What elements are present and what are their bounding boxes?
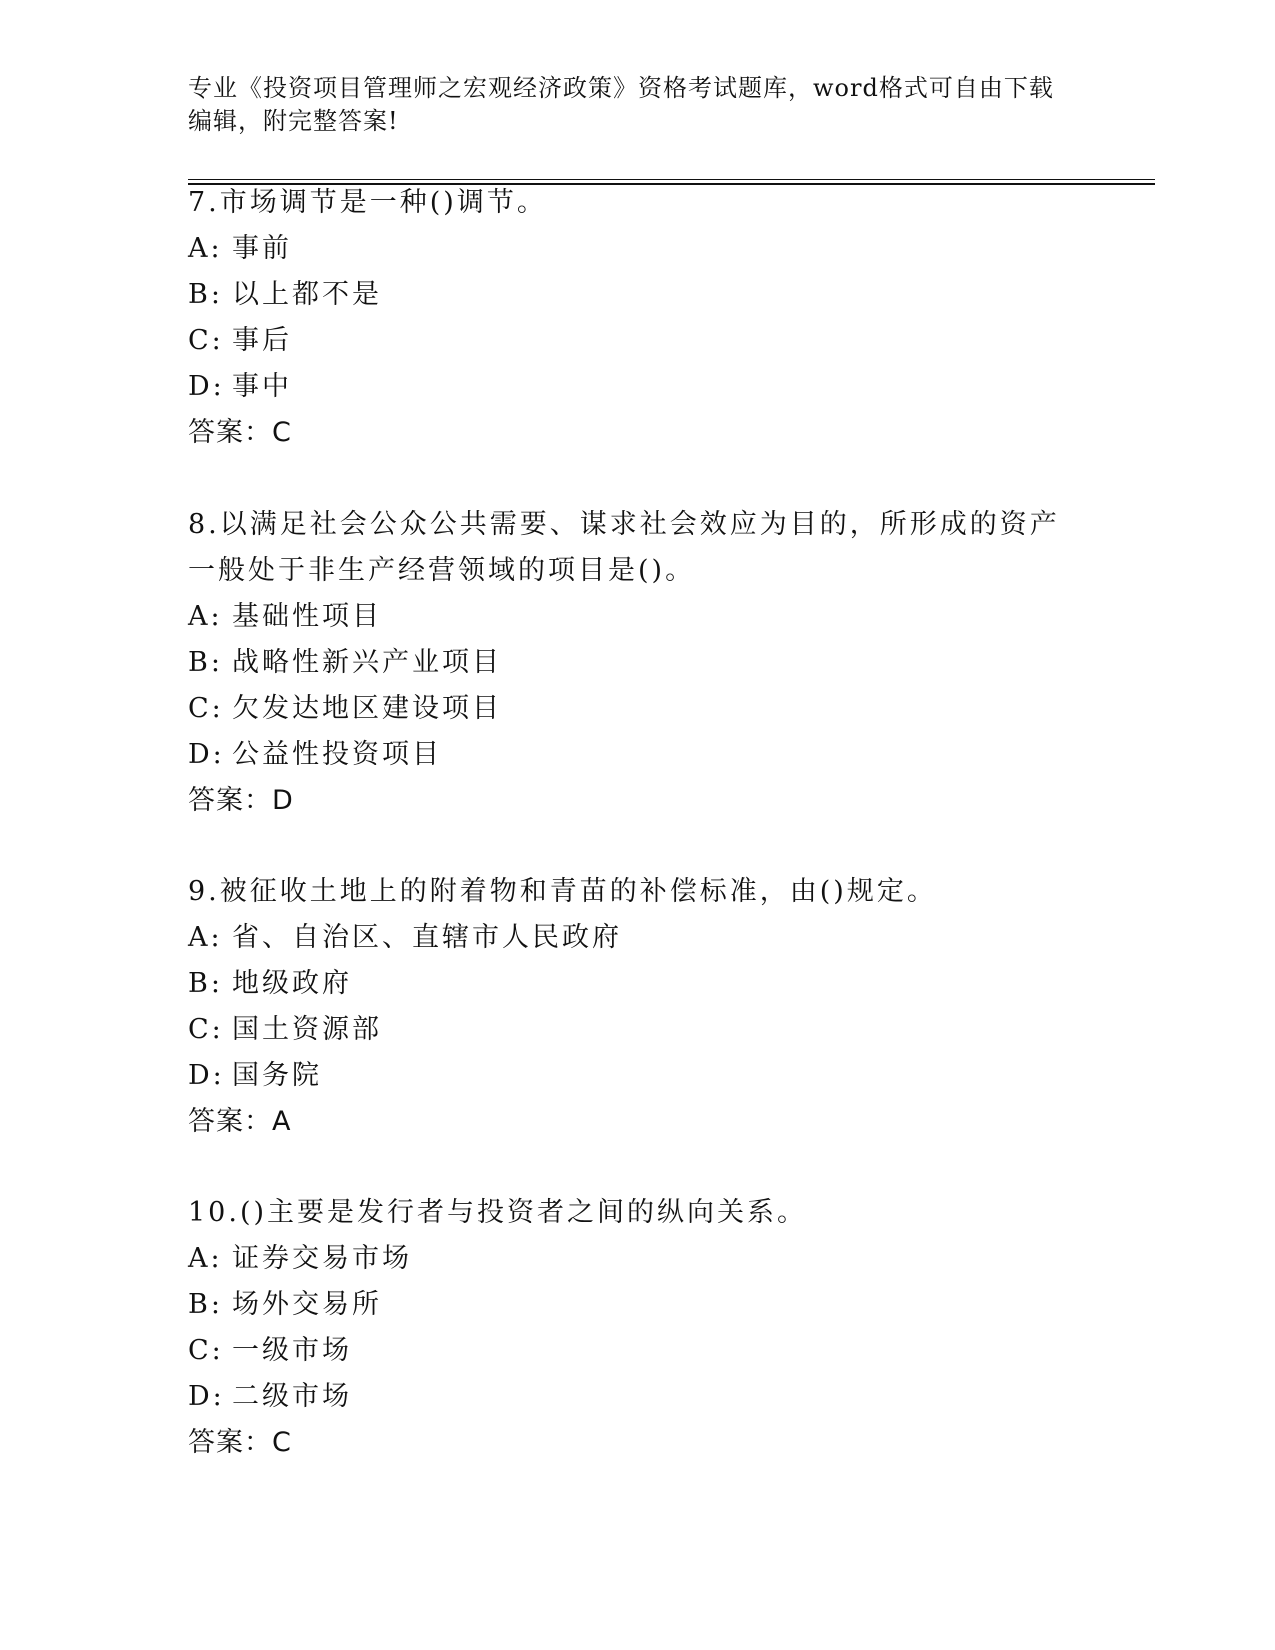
option-key: D: — [188, 739, 225, 770]
option-text: 基础性项目 — [232, 601, 382, 632]
option-text: 国土资源部 — [232, 1014, 382, 1045]
answer-line: 答案：C — [188, 417, 292, 448]
option-d — [188, 1053, 1088, 1099]
question-block-7 — [188, 180, 1088, 456]
option-key: C: — [188, 693, 224, 724]
option-key: A: — [188, 1243, 223, 1274]
option-c — [188, 1007, 1088, 1053]
option-b — [188, 272, 1088, 318]
option-key: B: — [188, 647, 223, 678]
option-c — [188, 318, 1088, 364]
option-key: B: — [188, 279, 223, 310]
option-text: 证券交易市场 — [232, 1243, 412, 1274]
option-b — [188, 640, 1088, 686]
option-key: D: — [188, 1381, 225, 1412]
option-b — [188, 961, 1088, 1007]
option-text: 以上都不是 — [232, 279, 382, 310]
option-d — [188, 1374, 1088, 1420]
question-block-9 — [188, 869, 1088, 1145]
question-text: 9.被征收土地上的附着物和青苗的补偿标准，由()规定。 — [188, 876, 937, 907]
answer-line: 答案：C — [188, 1427, 292, 1458]
option-key: C: — [188, 325, 224, 356]
answer-line: 答案：A — [188, 1106, 292, 1137]
option-text: 公益性投资项目 — [232, 739, 442, 770]
option-a — [188, 915, 1088, 961]
option-a — [188, 1236, 1088, 1282]
option-a — [188, 226, 1088, 272]
option-text: 战略性新兴产业项目 — [232, 647, 502, 678]
option-text: 事前 — [232, 233, 292, 264]
option-text: 省、自治区、直辖市人民政府 — [232, 922, 622, 953]
question-text: 8.以满足社会公众公共需要、谋求社会效应为目的，所形成的资产一般处于非生产经营领域的项目是()。 — [188, 509, 1060, 586]
question-text: 7.市场调节是一种()调节。 — [188, 187, 547, 218]
option-c — [188, 686, 1088, 732]
option-d — [188, 732, 1088, 778]
option-text: 地级政府 — [232, 968, 352, 999]
option-key: D: — [188, 1060, 225, 1091]
document-intro: 专业《投资项目管理师之宏观经济政策》资格考试题库，word格式可自由下载编辑，附完整答案! — [188, 74, 1054, 135]
question-block-10 — [188, 1190, 1088, 1466]
option-key: A: — [188, 601, 223, 632]
option-text: 事后 — [232, 325, 292, 356]
option-text: 欠发达地区建设项目 — [232, 693, 502, 724]
option-text: 场外交易所 — [232, 1289, 382, 1320]
option-text: 二级市场 — [232, 1381, 352, 1412]
option-key: C: — [188, 1335, 224, 1366]
question-text: 10.()主要是发行者与投资者之间的纵向关系。 — [188, 1197, 808, 1228]
option-text: 事中 — [232, 371, 292, 402]
option-key: D: — [188, 371, 225, 402]
option-text: 一级市场 — [232, 1335, 352, 1366]
option-key: B: — [188, 1289, 223, 1320]
option-b — [188, 1282, 1088, 1328]
option-d — [188, 364, 1088, 410]
option-key: C: — [188, 1014, 224, 1045]
answer-line: 答案：D — [188, 785, 294, 816]
option-key: A: — [188, 233, 223, 264]
option-key: B: — [188, 968, 223, 999]
option-a — [188, 594, 1088, 640]
option-c — [188, 1328, 1088, 1374]
question-block-8 — [188, 502, 1088, 824]
option-text: 国务院 — [232, 1060, 322, 1091]
option-key: A: — [188, 922, 223, 953]
